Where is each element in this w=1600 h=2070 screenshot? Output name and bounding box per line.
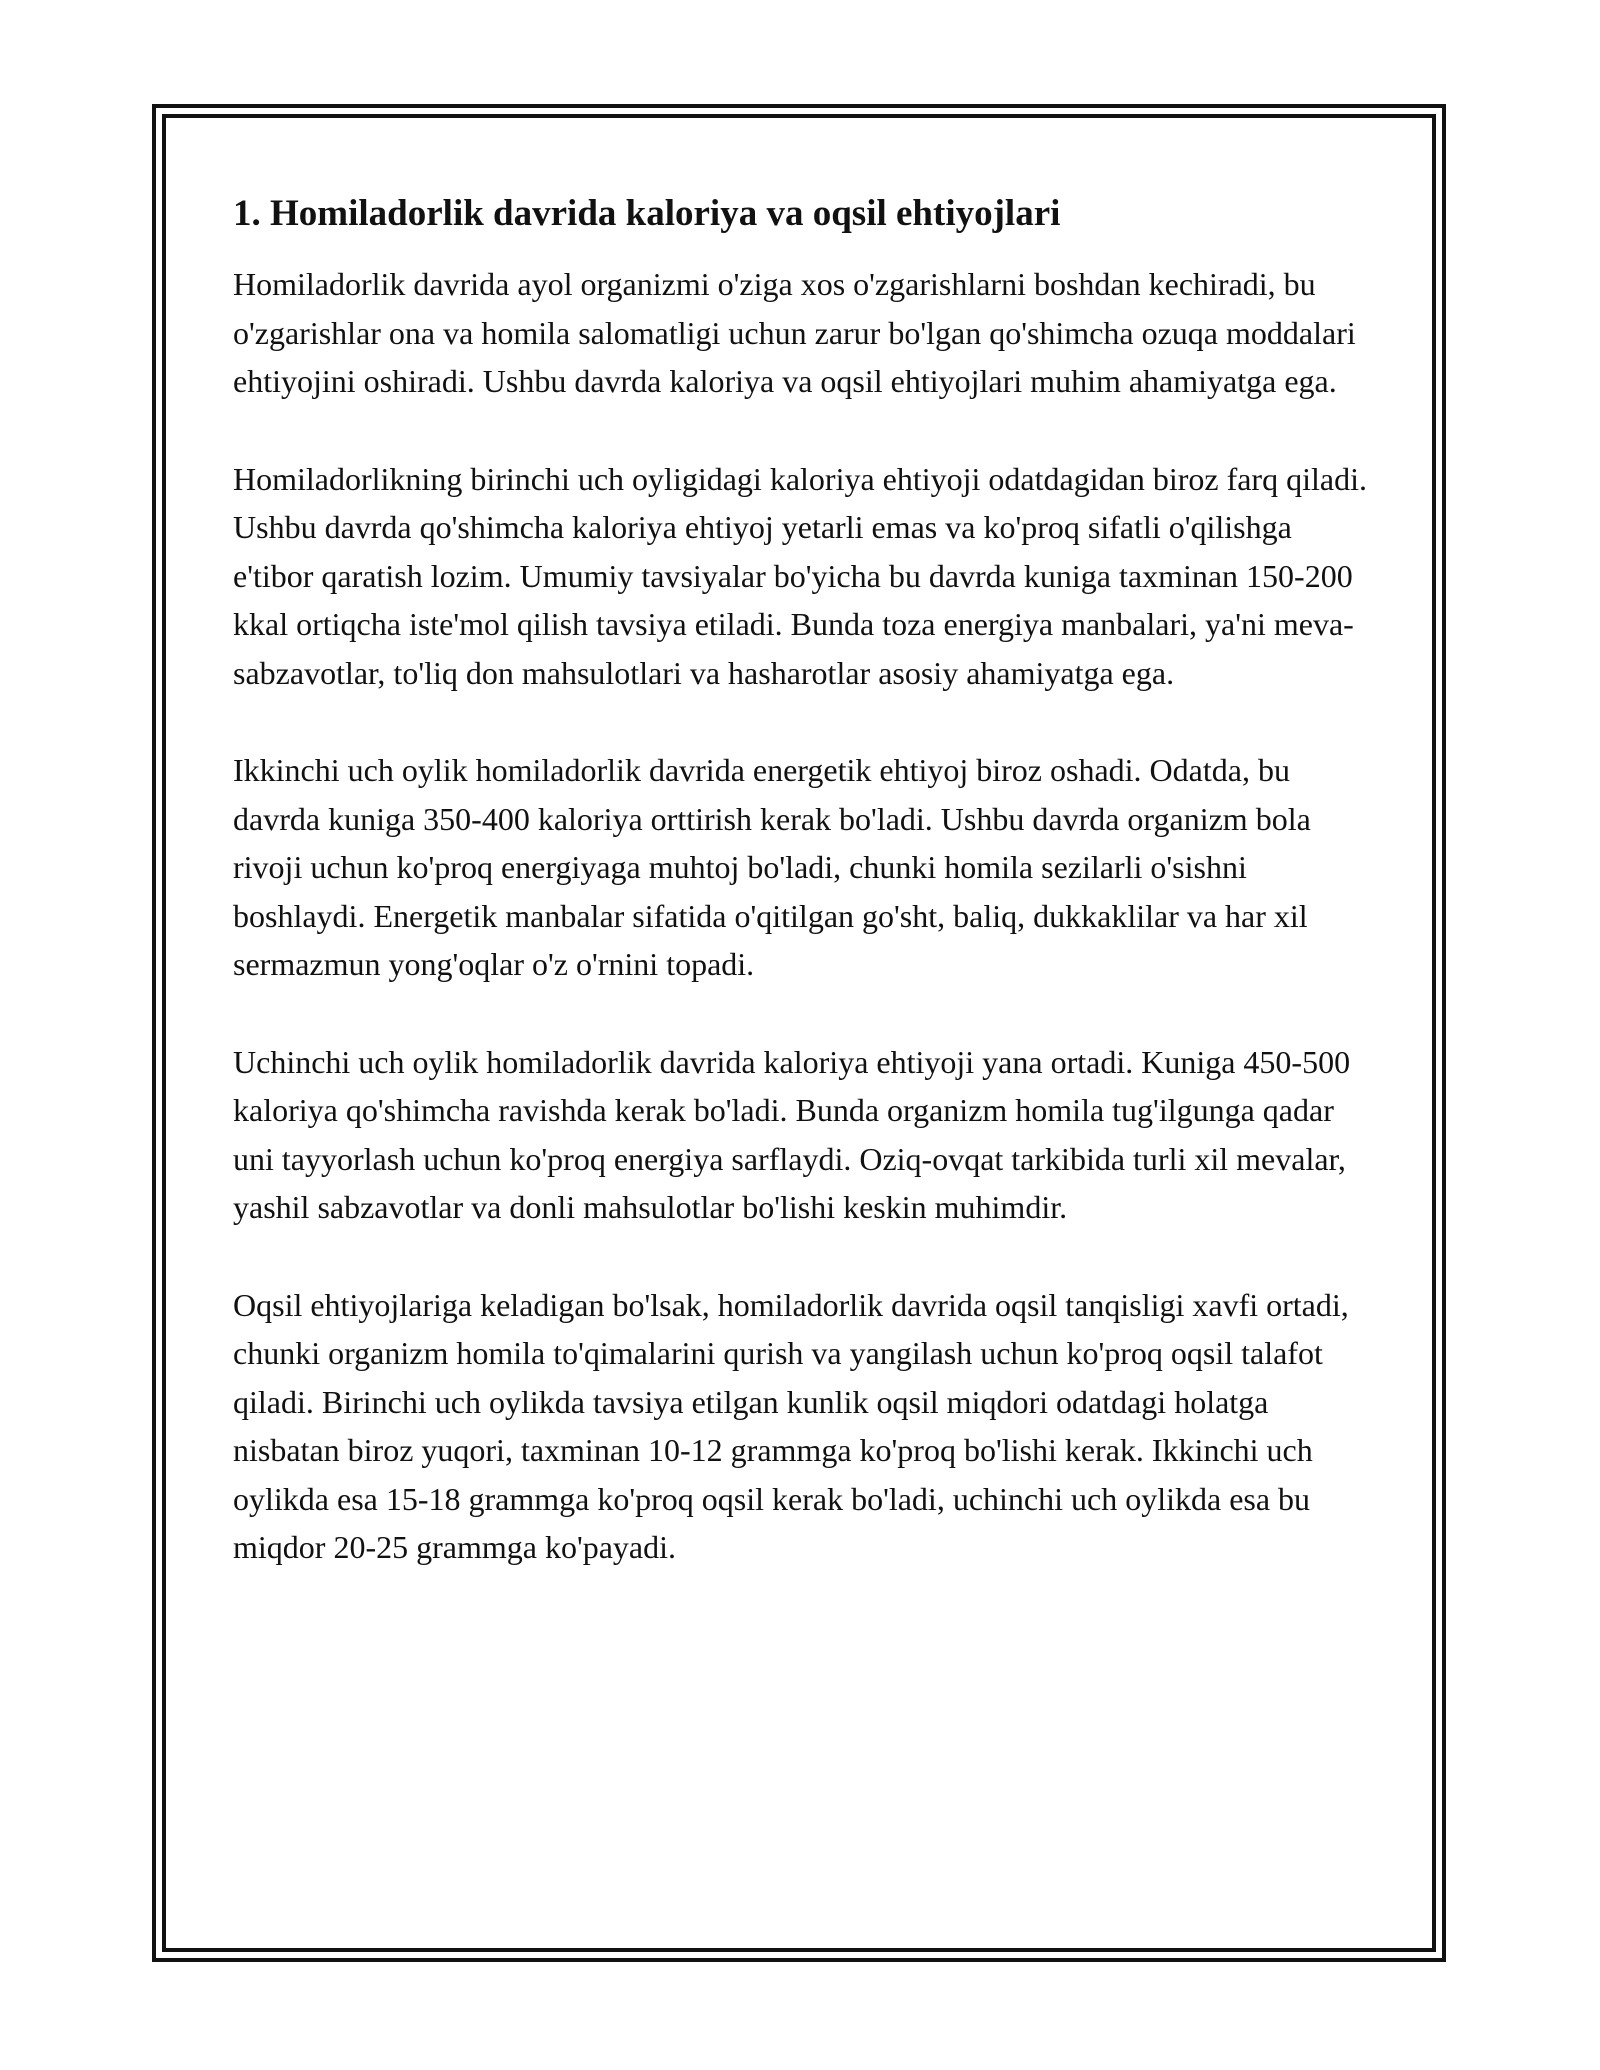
paragraph-first-trimester-calories: Homiladorlikning birinchi uch oyligidagi kaloriya ehtiyoji odatdagidan biroz farq qiladi. Ushbu davrda qo'shimcha kaloriya ehtiyoj yetarli emas va ko'proq sifatli o'qilishga e'tibor qaratish lozim. Umumiy tavsiyalar bo'yicha bu davrda kuniga taxminan 150-200 kkal ortiqcha iste'mol qilish tavsiya etiladi. Bunda toza energiya manbalari, ya'ni meva-sabzavotlar, to'liq don mahsulotlari va hasharotlar asosiy ahamiyatga ega. bbox=[233, 460, 1367, 691]
paragraph-second-trimester-calories: Ikkinchi uch oylik homiladorlik davrida energetik ehtiyoj biroz oshadi. Odatda, bu davrda kuniga 350-400 kaloriya orttirish kerak bo'ladi. Ushbu davrda organizm bola rivoji uchun ko'proq energiyaga muhtoj bo'ladi, chunki homila sezilarli o'sishni boshlaydi. Energetik manbalar sifatida o'qitilgan go'sht, baliq, dukkaklilar va har xil sermazmun yong'oqlar o'z o'rnini topadi. bbox=[233, 752, 1311, 982]
paragraph-protein-needs: Oqsil ehtiyojlariga keladigan bo'lsak, homiladorlik davrida oqsil tanqisligi xavfi ortadi, chunki organizm homila to'qimalarini qurish va yangilash uchun ko'proq oqsil talafot qiladi. Birinchi uch oylikda tavsiya etilgan kunlik oqsil miqdori odatdagi holatga nisbatan biroz yuqori, taxminan 10-12 grammga ko'proq bo'lishi kerak. Ikkinchi uch oylikda esa 15-18 grammga ko'proq oqsil kerak bo'ladi, uchinchi uch oylikda esa bu miqdor 20-25 grammga ko'payadi. bbox=[233, 1286, 1349, 1565]
section-heading: 1. Homiladorlik davrida kaloriya va oqsil ehtiyojlari bbox=[233, 193, 1061, 234]
paragraph-intro: Homiladorlik davrida ayol organizmi o'ziga xos o'zgarishlarni boshdan kechiradi, bu o'zgarishlar ona va homila salomatligi uchun zarur bo'lgan qo'shimcha ozuqa moddalari ehtiyojini oshiradi. Ushbu davrda kaloriya va oqsil ehtiyojlari muhim ahamiyatga ega. bbox=[233, 266, 1356, 399]
paragraph-third-trimester-calories: Uchinchi uch oylik homiladorlik davrida kaloriya ehtiyoji yana ortadi. Kuniga 450-500 kaloriya qo'shimcha ravishda kerak bo'ladi. Bunda organizm homila tug'ilgunga qadar uni tayyorlash uchun ko'proq energiya sarflaydi. Oziq-ovqat tarkibida turli xil mevalar, yashil sabzavotlar va donli mahsulotlar bo'lishi keskin muhimdir. bbox=[233, 1043, 1351, 1225]
document-body bbox=[233, 190, 1373, 1621]
